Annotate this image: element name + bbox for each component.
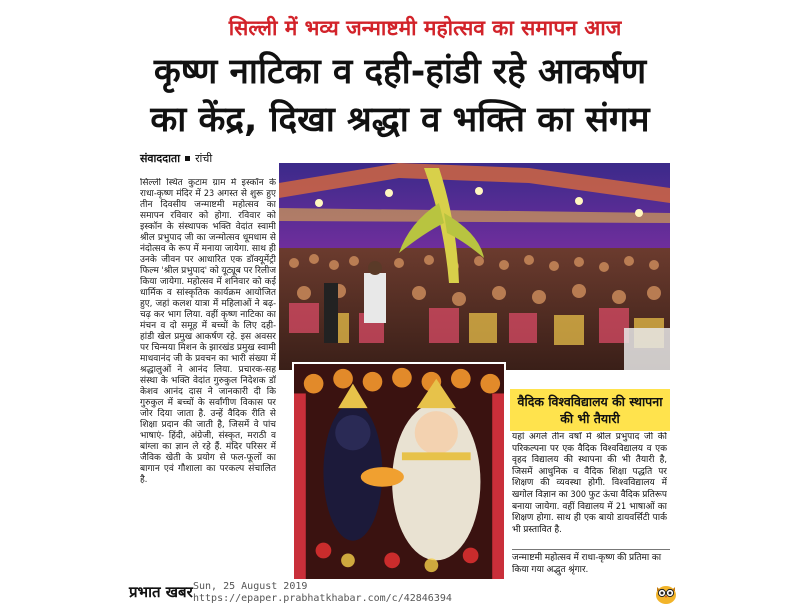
byline bbox=[140, 152, 212, 166]
headline-line-2: का केंद्र, दिखा श्रद्धा व भक्ति का संगम bbox=[150, 100, 650, 140]
crowd-photo-image bbox=[279, 163, 670, 370]
newspaper-logo-text: प्रभात खबर bbox=[129, 583, 193, 601]
headline-line-1: कृष्ण नाटिका व दही-हांडी रहे आकर्षण bbox=[153, 52, 647, 92]
article-body: सिल्ली स्थित कुटाम ग्राम में इस्कॉन के राधा-कृष्ण मंदिर में 23 अगस्त से शुरू हुए तीन दिवसीय जन्माष्टमी महोत्सव का समापन रविवार को होगा. रविवार को इस्कॉन के संस्थापक भक्ति वेदांत स्वामी श्रील प्रभुपाद जी का जन्मोत्सव धूमधाम से नंदोत्सव के रूप में मनाया जायेगा. साथ ही उनके जीवन पर आधारित एक डॉक्यूमेंट्री फिल्म 'श्रील प्रभुपाद' को यूट्यूब पर रिलीज किया जायेगा. महोत्सव में शनिवार को कई धार्मिक व सांस्कृतिक कार्यक्रम आयोजित हुए, जहां कलश यात्रा में महिलाओं ने बढ़-चढ़ कर भाग लिया. वहीं कृष्ण नाटिका का मंचन व दो समूह में बच्चों के लिए दही-हांडी खेल प्रमुख आकर्षण रहे. इस अवसर पर चिन्मया मिशन के झारखंड प्रमुख स्वामी माधवानंद जी के प्रवचन का भारी संख्या में श्रद्धालुओं ने आनंद लिया. प्रचारक-सह संस्था के भक्ति वेदांत गुरुकुल निदेशक डॉ केशव आनंद दास ने जानकारी दी कि गुरुकुल में बच्चों के सर्वांगीण विकास पर जोर दिया जाता है. उन्हें वैदिक रीति से शिक्षा प्रदान की जाती है, जिसमें वे पांच भाषाएं- हिंदी, अंग्रेजी, संस्कृत, मराठी व बांग्ला का ज्ञान ले रहे हैं. मंदिर परिसर में जैविक खेती के प्रयोग से फल-फूलों का बागान एवं गौशाला का परकल्प संचालित है. bbox=[140, 178, 276, 485]
crowd-photo bbox=[279, 163, 670, 370]
byline-separator bbox=[185, 156, 190, 161]
kicker-headline: सिल्ली में भव्य जन्माष्टमी महोत्सव का समापन आज bbox=[228, 16, 622, 40]
photo-caption: जन्माष्टमी महोत्सव में राधा-कृष्ण की प्रतिमा का किया गया अद्भुत श्रृंगार. bbox=[512, 549, 670, 579]
newspaper-logo bbox=[129, 582, 193, 602]
edition-date: Sun, 25 August 2019 bbox=[193, 581, 308, 592]
deity-photo bbox=[292, 362, 506, 581]
byline-reporter: संवाददाता bbox=[140, 152, 181, 165]
owl-icon[interactable] bbox=[653, 581, 679, 605]
main-headline bbox=[120, 48, 680, 144]
byline-place: रांची bbox=[195, 152, 213, 165]
sidebar-text: यहां अगले तीन वर्षों में श्रील प्रभुपाद जी की परिकल्पना पर एक वैदिक विश्वविद्यालय व एक वृहद विद्यालय की स्थापना की भी तैयारी है, जिसमें आधुनिक व वैदिक शिक्षा पद्धति पर शिक्षण की व्यवस्था होगी. विश्वविद्यालय में खगोल विज्ञान का 300 फुट ऊंचा वैदिक प्रतिरूप बनाया जायेगा. वहीं विद्यालय में 21 भाषाओं का शिक्षण होगा. साथ ही एक बायो डायवर्सिटी पार्क भी प्रस्तावित है. bbox=[512, 432, 667, 535]
deity-photo-image bbox=[294, 364, 504, 579]
clip-url[interactable]: https://epaper.prabhatkhabar.com/c/42846394 bbox=[193, 593, 452, 604]
sidebar-heading: वैदिक विश्वविद्यालय की स्थापना की भी तैयारी bbox=[510, 389, 670, 431]
